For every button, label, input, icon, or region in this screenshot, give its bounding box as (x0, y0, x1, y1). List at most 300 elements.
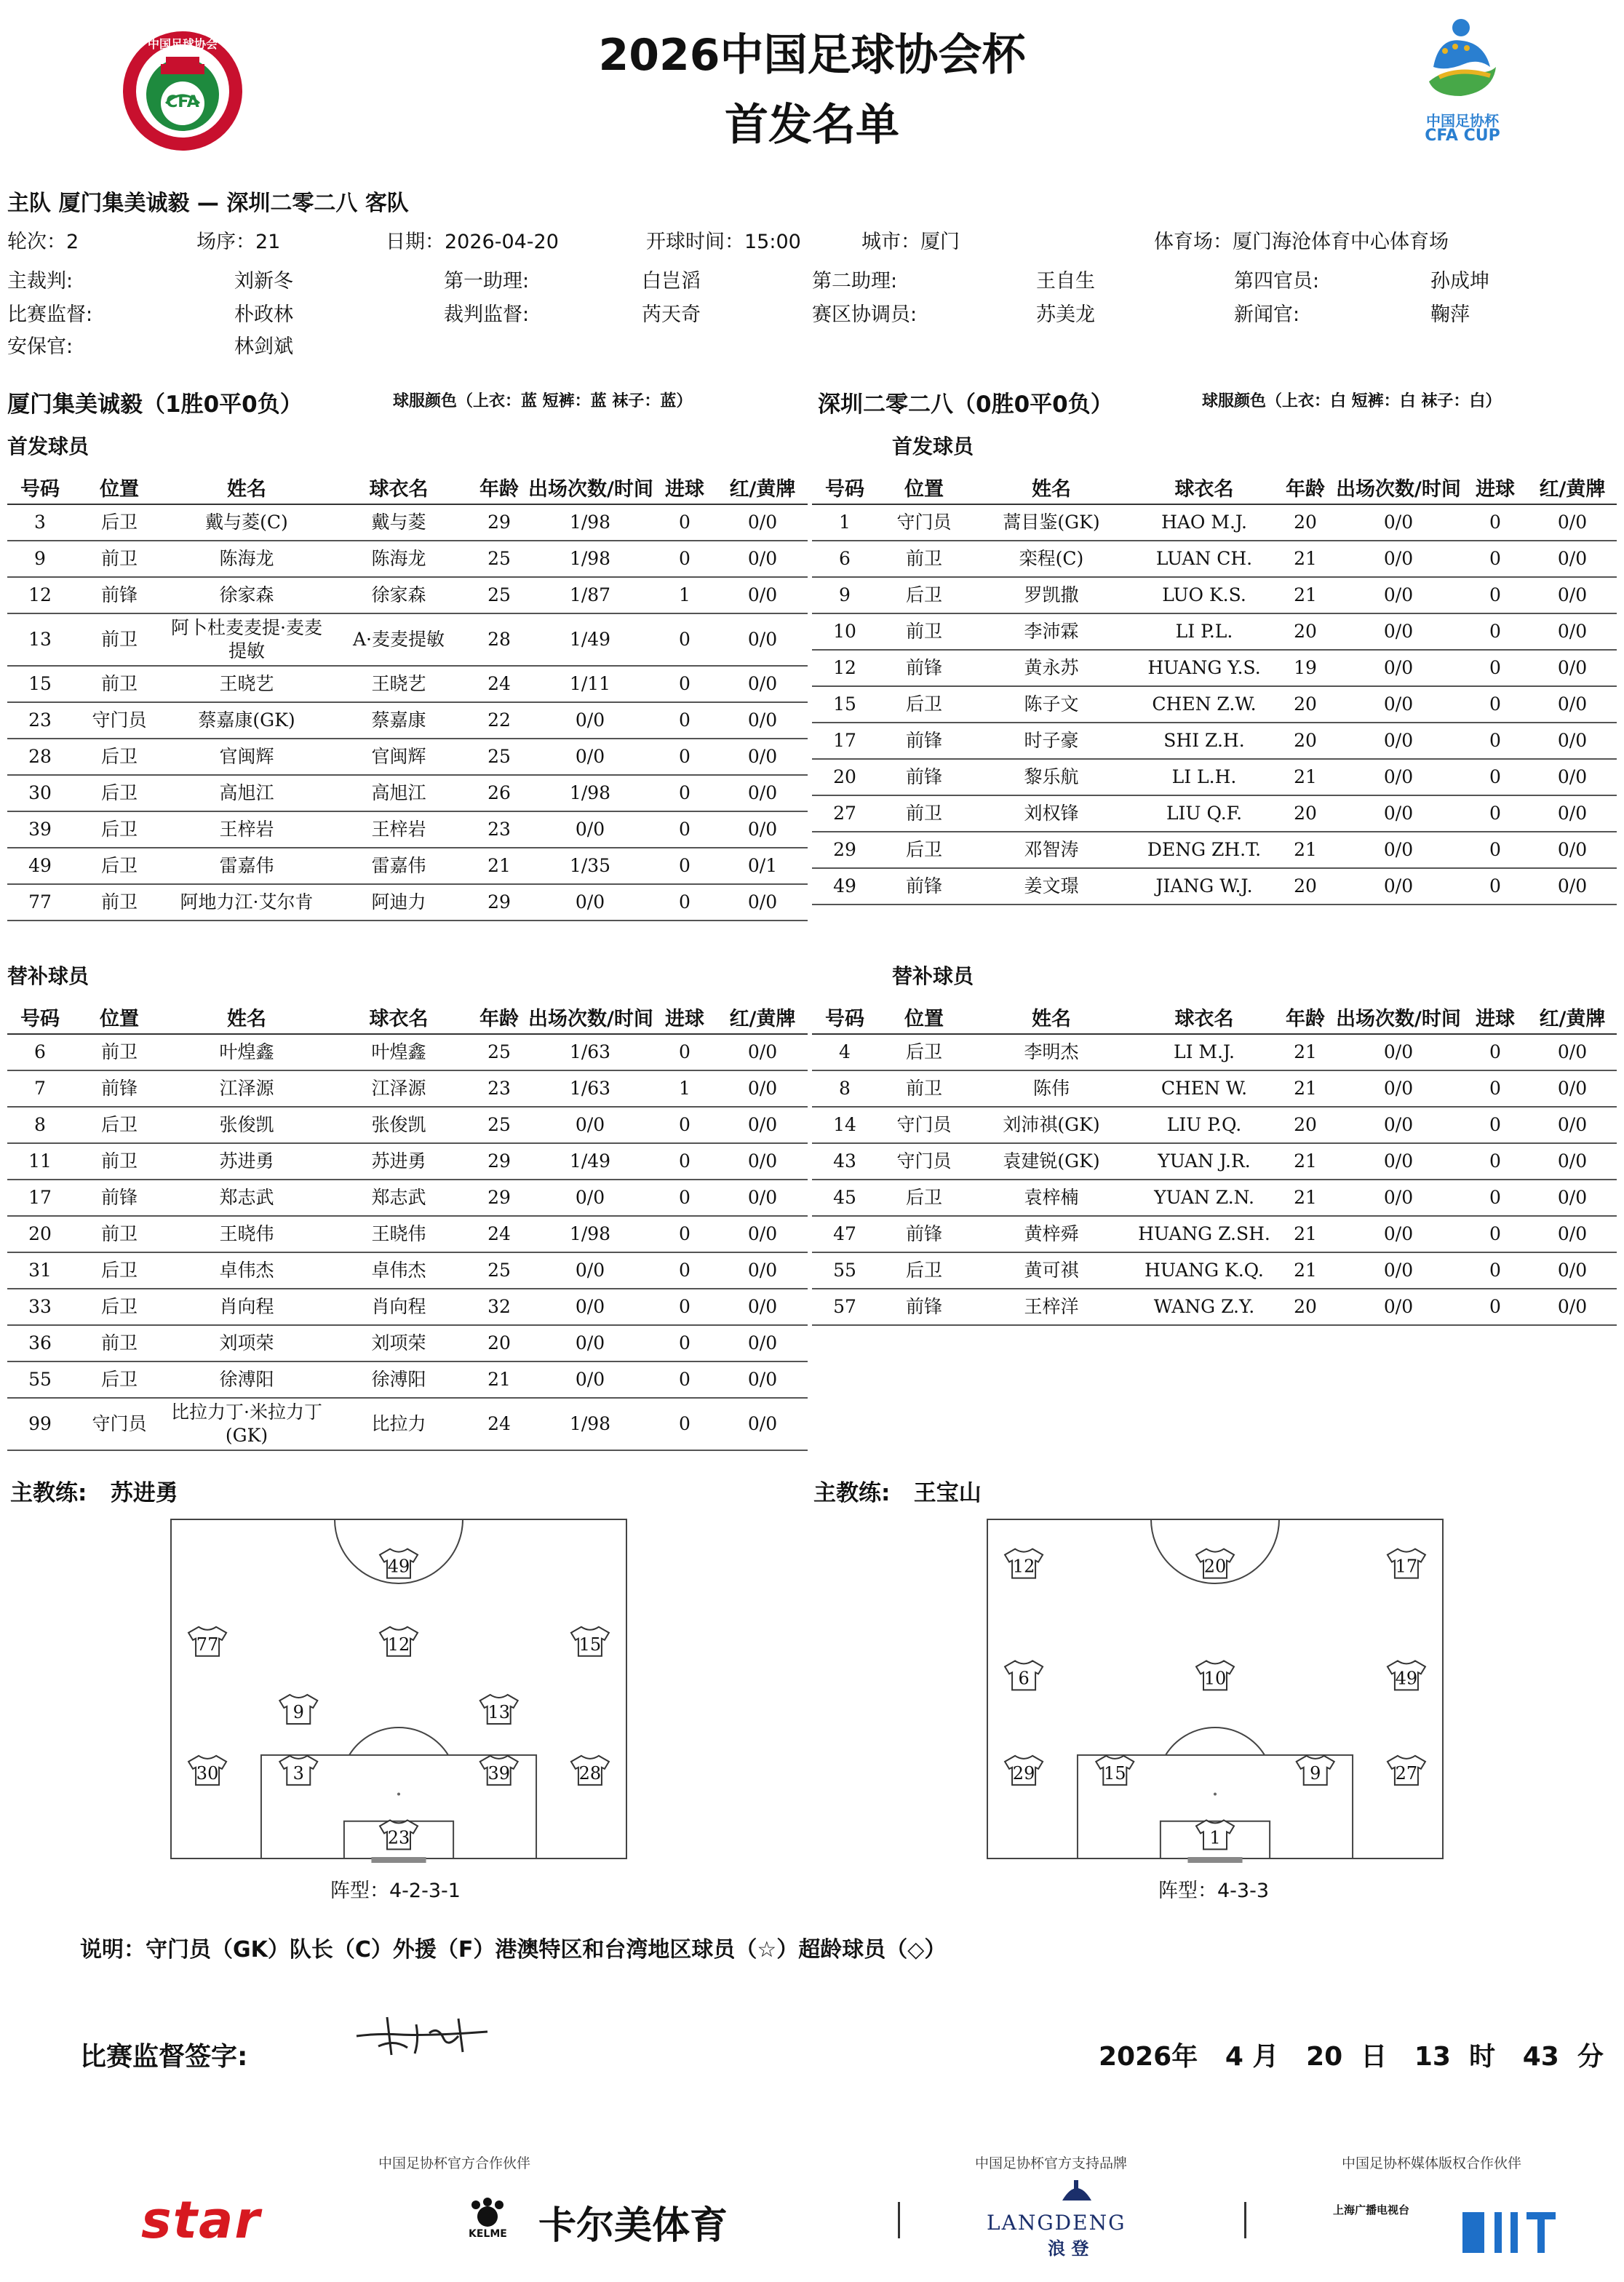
cell-number: 47 (812, 1216, 877, 1252)
cell-age: 25 (470, 1034, 528, 1070)
cell-cards: 0/0 (1528, 1252, 1617, 1289)
table-row (812, 832, 1617, 868)
table-row (7, 1289, 808, 1325)
away-team-record: 深圳二零二八（0胜0平0负） (818, 391, 1113, 418)
venue-label: 体育场： (1154, 231, 1233, 253)
home-subs-label: 替补球员 (7, 964, 89, 988)
column-header: 年龄 (1276, 470, 1334, 504)
pitch-drawing (166, 1516, 632, 1870)
official-label: 赛区协调员: (812, 303, 918, 326)
cell-goals: 0 (652, 848, 717, 884)
cell-goals: 0 (1462, 723, 1528, 759)
cell-position: 后卫 (73, 1252, 166, 1289)
sig-hour-unit: 时 (1469, 2042, 1496, 2072)
table-row (812, 1252, 1617, 1289)
cell-name: 刘项荣 (166, 1325, 327, 1361)
cell-position: 后卫 (877, 1252, 971, 1289)
shirt-number: 1 (1209, 1827, 1221, 1848)
player-shirt (380, 1820, 418, 1849)
cell-cards: 0/0 (717, 1216, 808, 1252)
cell-position: 前卫 (73, 1034, 166, 1070)
shirt-number: 15 (1104, 1762, 1126, 1784)
cell-position: 后卫 (877, 1180, 971, 1216)
cell-name: 高旭江 (166, 775, 327, 811)
cell-age: 32 (470, 1289, 528, 1325)
column-header: 红/黄牌 (717, 1000, 808, 1034)
cell-cards: 0/0 (1528, 577, 1617, 613)
cell-appearances: 0/0 (1334, 723, 1462, 759)
cell-appearances: 1/98 (528, 504, 652, 541)
cell-goals: 0 (1462, 686, 1528, 723)
cell-jersey-name: 阿迪力 (327, 884, 470, 921)
cell-position: 前卫 (73, 1143, 166, 1180)
cell-name: 比拉力丁·米拉力丁(GK) (166, 1398, 327, 1450)
table-row (7, 811, 808, 848)
cell-goals: 0 (652, 1252, 717, 1289)
cell-jersey-name: A·麦麦提敏 (327, 613, 470, 666)
cell-jersey-name: 苏进勇 (327, 1143, 470, 1180)
cell-age: 20 (1276, 1289, 1334, 1325)
away-starters-label: 首发球员 (892, 434, 974, 458)
divider-2 (1244, 2202, 1246, 2238)
shirt-number: 30 (196, 1762, 219, 1784)
cell-age: 21 (1276, 1216, 1334, 1252)
shirt-number: 23 (387, 1827, 410, 1848)
cell-appearances: 0/0 (1334, 541, 1462, 577)
shirt-number: 10 (1203, 1668, 1227, 1689)
table-header-row (7, 1000, 808, 1034)
shirt-number: 29 (1012, 1762, 1035, 1784)
cell-jersey-name: 卓伟杰 (327, 1252, 470, 1289)
table-row (7, 1398, 808, 1450)
cell-age: 21 (1276, 1143, 1334, 1180)
column-header: 位置 (877, 1000, 971, 1034)
home-subs-table (7, 1000, 808, 1451)
cell-number: 20 (812, 759, 877, 795)
cell-appearances: 0/0 (528, 1325, 652, 1361)
cell-age: 19 (1276, 650, 1334, 686)
player-shirt (1388, 1661, 1425, 1690)
cell-number: 29 (812, 832, 877, 868)
cell-cards: 0/0 (1528, 868, 1617, 905)
column-header: 球衣名 (1132, 470, 1276, 504)
page-subtitle: 首发名单 (725, 100, 899, 151)
signature-scribble (349, 2004, 495, 2070)
cell-jersey-name: DENG ZH.T. (1132, 832, 1276, 868)
shirt-number: 6 (1018, 1668, 1030, 1689)
shirt-number: 27 (1395, 1762, 1418, 1784)
cell-name: 苏进勇 (166, 1143, 327, 1180)
cell-cards: 0/0 (717, 541, 808, 577)
table-row (812, 1180, 1617, 1216)
cell-age: 20 (1276, 723, 1334, 759)
column-header: 进球 (652, 1000, 717, 1034)
cell-goals: 0 (652, 613, 717, 666)
coach-label: 主教练: (813, 1480, 891, 1506)
cell-number: 31 (7, 1252, 73, 1289)
kickoff-info (646, 226, 801, 254)
official-label: 第一助理: (444, 270, 530, 293)
cell-appearances: 0/0 (528, 702, 652, 739)
cell-cards: 0/0 (717, 739, 808, 775)
date-value: 2026-04-20 (445, 231, 559, 253)
column-header: 出场次数/时间 (1334, 470, 1462, 504)
cell-jersey-name: LIU Q.F. (1132, 795, 1276, 832)
player-shirt (1297, 1756, 1334, 1785)
player-shirt (1005, 1661, 1043, 1690)
date-info (386, 226, 559, 254)
column-header: 红/黄牌 (1528, 470, 1617, 504)
cell-goals: 0 (652, 541, 717, 577)
cell-appearances: 0/0 (528, 1252, 652, 1289)
cell-position: 守门员 (877, 504, 971, 541)
round-value: 2 (66, 231, 79, 253)
cell-position: 后卫 (73, 1289, 166, 1325)
cell-cards: 0/0 (1528, 1289, 1617, 1325)
cell-appearances: 0/0 (528, 884, 652, 921)
cell-name: 李沛霖 (971, 613, 1132, 650)
kickoff-label: 开球时间： (646, 231, 744, 253)
cell-number: 13 (7, 613, 73, 666)
shirt-number: 49 (387, 1556, 410, 1577)
cell-number: 43 (812, 1143, 877, 1180)
cell-goals: 0 (652, 1180, 717, 1216)
cell-position: 守门员 (73, 702, 166, 739)
signature-datetime (1099, 2036, 1604, 2073)
match-no-info (196, 226, 280, 254)
cell-age: 21 (470, 848, 528, 884)
sig-minute-unit: 分 (1577, 2042, 1604, 2072)
cell-appearances: 0/0 (1334, 686, 1462, 723)
column-header: 出场次数/时间 (528, 1000, 652, 1034)
cell-age: 23 (470, 1070, 528, 1107)
table-row (7, 1143, 808, 1180)
cell-appearances: 0/0 (528, 1180, 652, 1216)
cell-goals: 0 (1462, 795, 1528, 832)
cell-appearances: 0/0 (528, 1107, 652, 1143)
official-label: 安保官: (7, 335, 73, 358)
partner-caption: 中国足协杯官方合作伙伴 (378, 2155, 531, 2171)
player-shirt (1388, 1756, 1425, 1785)
formation-label: 阵型： (1158, 1880, 1217, 1902)
cfa-cup-logo-cn: 中国足协杯 (1426, 112, 1499, 130)
cell-position: 前卫 (73, 884, 166, 921)
cell-appearances: 0/0 (528, 1361, 652, 1398)
cell-goals: 0 (1462, 1143, 1528, 1180)
cell-appearances: 0/0 (528, 1289, 652, 1325)
cell-goals: 0 (1462, 1252, 1528, 1289)
table-row (812, 686, 1617, 723)
cell-age: 25 (470, 739, 528, 775)
cell-appearances: 1/63 (528, 1034, 652, 1070)
cell-goals: 1 (652, 1070, 717, 1107)
match-no-label: 场序： (196, 231, 255, 253)
column-header: 红/黄牌 (717, 470, 808, 504)
cell-cards: 0/0 (717, 1070, 808, 1107)
table-row (7, 1070, 808, 1107)
cell-number: 9 (7, 541, 73, 577)
cell-number: 8 (812, 1070, 877, 1107)
cell-jersey-name: 刘项荣 (327, 1325, 470, 1361)
cell-position: 前卫 (73, 666, 166, 702)
cell-age: 21 (1276, 577, 1334, 613)
cell-appearances: 0/0 (1334, 1216, 1462, 1252)
langdeng-cn: 浪 登 (1048, 2238, 1089, 2259)
cell-name: 袁建锐(GK) (971, 1143, 1132, 1180)
cell-age: 29 (470, 1143, 528, 1180)
cell-cards: 0/0 (717, 613, 808, 666)
cell-name: 官闽辉 (166, 739, 327, 775)
cell-goals: 0 (1462, 759, 1528, 795)
home-coach (10, 1474, 178, 1507)
home-team-record: 厦门集美诚毅（1胜0平0负） (7, 391, 303, 418)
cell-number: 20 (7, 1216, 73, 1252)
cell-position: 前锋 (877, 868, 971, 905)
cell-name: 邓智涛 (971, 832, 1132, 868)
cell-appearances: 0/0 (1334, 832, 1462, 868)
cell-number: 49 (812, 868, 877, 905)
cell-jersey-name: YUAN Z.N. (1132, 1180, 1276, 1216)
column-header: 号码 (7, 1000, 73, 1034)
cell-age: 20 (1276, 613, 1334, 650)
divider-1 (898, 2202, 900, 2238)
cell-appearances: 0/0 (1334, 504, 1462, 541)
table-row (812, 577, 1617, 613)
cell-age: 21 (1276, 541, 1334, 577)
sig-day: 20 (1306, 2042, 1343, 2072)
cell-goals: 0 (652, 739, 717, 775)
cell-position: 后卫 (877, 577, 971, 613)
cell-goals: 0 (1462, 832, 1528, 868)
cell-cards: 0/0 (1528, 504, 1617, 541)
cell-cards: 0/0 (717, 666, 808, 702)
cell-jersey-name: 蔡嘉康 (327, 702, 470, 739)
cell-jersey-name: HUANG K.Q. (1132, 1252, 1276, 1289)
cell-age: 29 (470, 1180, 528, 1216)
cell-cards: 0/0 (1528, 686, 1617, 723)
away-label: 客队 (365, 191, 409, 216)
pitch-drawing (982, 1516, 1448, 1870)
cell-appearances: 1/11 (528, 666, 652, 702)
player-shirt (279, 1695, 317, 1724)
home-team: 厦门集美诚毅 (58, 191, 190, 216)
cell-goals: 0 (652, 1325, 717, 1361)
table-header-row (812, 470, 1617, 504)
cell-goals: 1 (652, 577, 717, 613)
away-team: 深圳二零二八 (226, 191, 358, 216)
cell-jersey-name: CHEN W. (1132, 1070, 1276, 1107)
away-formation (1158, 1874, 1269, 1903)
cell-goals: 0 (652, 811, 717, 848)
table-row (7, 504, 808, 541)
cell-age: 20 (470, 1325, 528, 1361)
cell-age: 25 (470, 541, 528, 577)
cell-age: 28 (470, 613, 528, 666)
cell-jersey-name: 比拉力 (327, 1398, 470, 1450)
cell-jersey-name: 叶煌鑫 (327, 1034, 470, 1070)
player-shirt (380, 1627, 418, 1656)
cell-position: 前锋 (73, 1070, 166, 1107)
formation-label: 阵型： (330, 1880, 389, 1902)
cell-number: 9 (812, 577, 877, 613)
column-header: 号码 (7, 470, 73, 504)
player-shirt (1196, 1549, 1234, 1578)
cell-cards: 0/0 (717, 504, 808, 541)
table-row (7, 1325, 808, 1361)
cell-jersey-name: LI L.H. (1132, 759, 1276, 795)
cell-cards: 0/0 (1528, 1216, 1617, 1252)
cell-cards: 0/0 (1528, 795, 1617, 832)
shirt-number: 9 (292, 1701, 304, 1722)
cell-age: 24 (470, 1216, 528, 1252)
official-name: 鞠萍 (1430, 303, 1470, 326)
cell-cards: 0/0 (1528, 723, 1617, 759)
cell-name: 刘权锋 (971, 795, 1132, 832)
column-header: 出场次数/时间 (528, 470, 652, 504)
table-row (812, 1216, 1617, 1252)
table-row (812, 1070, 1617, 1107)
cell-jersey-name: 戴与菱 (327, 504, 470, 541)
column-header: 位置 (73, 1000, 166, 1034)
cell-number: 77 (7, 884, 73, 921)
cell-name: 蔡嘉康(GK) (166, 702, 327, 739)
shirt-number: 77 (196, 1634, 219, 1655)
cell-cards: 0/0 (717, 811, 808, 848)
cell-number: 14 (812, 1107, 877, 1143)
cell-jersey-name: 肖向程 (327, 1289, 470, 1325)
cell-jersey-name: 张俊凯 (327, 1107, 470, 1143)
home-formation-pitch (166, 1516, 621, 1856)
cell-position: 前锋 (877, 723, 971, 759)
vs-dash: — (196, 191, 219, 216)
cell-cards: 0/0 (1528, 541, 1617, 577)
sig-year: 2026 (1099, 2042, 1172, 2072)
cell-age: 24 (470, 1398, 528, 1450)
table-row (7, 1216, 808, 1252)
cell-number: 17 (7, 1180, 73, 1216)
langdeng-icon (1055, 2176, 1099, 2205)
official-label: 比赛监督: (7, 303, 93, 326)
official-label: 主裁判: (7, 270, 73, 293)
home-starters-label: 首发球员 (7, 434, 89, 458)
away-kit-colors: 球服颜色（上衣：白 短裤：白 袜子：白） (1202, 392, 1502, 410)
cell-age: 22 (470, 702, 528, 739)
cell-cards: 0/0 (717, 1252, 808, 1289)
cell-goals: 0 (1462, 1070, 1528, 1107)
cell-age: 21 (1276, 1070, 1334, 1107)
cell-jersey-name: LI M.J. (1132, 1034, 1276, 1070)
cell-age: 24 (470, 666, 528, 702)
cell-appearances: 1/87 (528, 577, 652, 613)
column-header: 号码 (812, 470, 877, 504)
cell-appearances: 1/98 (528, 541, 652, 577)
cell-age: 29 (470, 884, 528, 921)
cell-appearances: 0/0 (528, 811, 652, 848)
cell-number: 7 (7, 1070, 73, 1107)
shirt-number: 12 (387, 1634, 410, 1655)
cell-cards: 0/0 (1528, 613, 1617, 650)
formation-value: 4-3-3 (1217, 1880, 1270, 1902)
cell-name: 王晓艺 (166, 666, 327, 702)
table-row (812, 650, 1617, 686)
cell-name: 戴与菱(C) (166, 504, 327, 541)
cell-appearances: 1/98 (528, 1216, 652, 1252)
cell-name: 阿地力江·艾尔肯 (166, 884, 327, 921)
official-name: 林剑斌 (234, 335, 293, 358)
cell-number: 12 (812, 650, 877, 686)
city-value: 厦门 (920, 231, 960, 253)
cell-position: 前卫 (73, 1216, 166, 1252)
home-formation (330, 1874, 461, 1903)
table-row (812, 723, 1617, 759)
cell-cards: 0/0 (717, 1107, 808, 1143)
cell-position: 前锋 (877, 650, 971, 686)
cell-position: 后卫 (73, 811, 166, 848)
away-coach (813, 1474, 982, 1507)
sig-day-unit: 日 (1361, 2042, 1388, 2072)
official-label: 新闻官: (1234, 303, 1300, 326)
round-label: 轮次： (7, 231, 66, 253)
cell-number: 49 (7, 848, 73, 884)
cell-jersey-name: 江泽源 (327, 1070, 470, 1107)
cell-name: 蒿目鉴(GK) (971, 504, 1132, 541)
sig-month: 4 (1225, 2042, 1243, 2072)
cell-age: 21 (1276, 1252, 1334, 1289)
cell-position: 后卫 (73, 1107, 166, 1143)
kelme-en: KELME (469, 2228, 507, 2240)
cell-age: 21 (1276, 1180, 1334, 1216)
cell-number: 45 (812, 1180, 877, 1216)
cell-name: 刘沛祺(GK) (971, 1107, 1132, 1143)
cell-position: 前卫 (877, 1070, 971, 1107)
cell-cards: 0/0 (717, 1180, 808, 1216)
away-formation-pitch (982, 1516, 1438, 1856)
player-shirt (1196, 1661, 1234, 1690)
official-label: 第四官员: (1234, 270, 1320, 293)
cell-number: 12 (7, 577, 73, 613)
cell-name: 王晓伟 (166, 1216, 327, 1252)
sig-month-unit: 月 (1252, 2042, 1279, 2072)
star-logo: star (141, 2190, 261, 2250)
cell-number: 55 (7, 1361, 73, 1398)
cfa-logo-inner-text: CFA (166, 93, 199, 111)
cell-name: 肖向程 (166, 1289, 327, 1325)
cell-goals: 0 (1462, 504, 1528, 541)
cell-appearances: 0/0 (1334, 1180, 1462, 1216)
cell-position: 前锋 (877, 1289, 971, 1325)
cell-number: 17 (812, 723, 877, 759)
cell-number: 57 (812, 1289, 877, 1325)
cell-position: 后卫 (877, 832, 971, 868)
cell-number: 99 (7, 1398, 73, 1450)
table-row (812, 613, 1617, 650)
formation-value: 4-2-3-1 (389, 1880, 461, 1902)
player-shirt (480, 1695, 518, 1724)
match-line (7, 185, 409, 217)
column-header: 年龄 (470, 470, 528, 504)
cell-goals: 0 (652, 1361, 717, 1398)
media-caption: 中国足协杯媒体版权合作伙伴 (1342, 2155, 1522, 2171)
column-header: 姓名 (971, 470, 1132, 504)
cell-position: 前锋 (877, 1216, 971, 1252)
cell-age: 25 (470, 1107, 528, 1143)
cell-number: 4 (812, 1034, 877, 1070)
cell-age: 21 (1276, 1034, 1334, 1070)
cell-number: 8 (7, 1107, 73, 1143)
cell-position: 前锋 (877, 759, 971, 795)
player-shirt (480, 1756, 518, 1785)
official-name: 芮天奇 (642, 303, 701, 326)
